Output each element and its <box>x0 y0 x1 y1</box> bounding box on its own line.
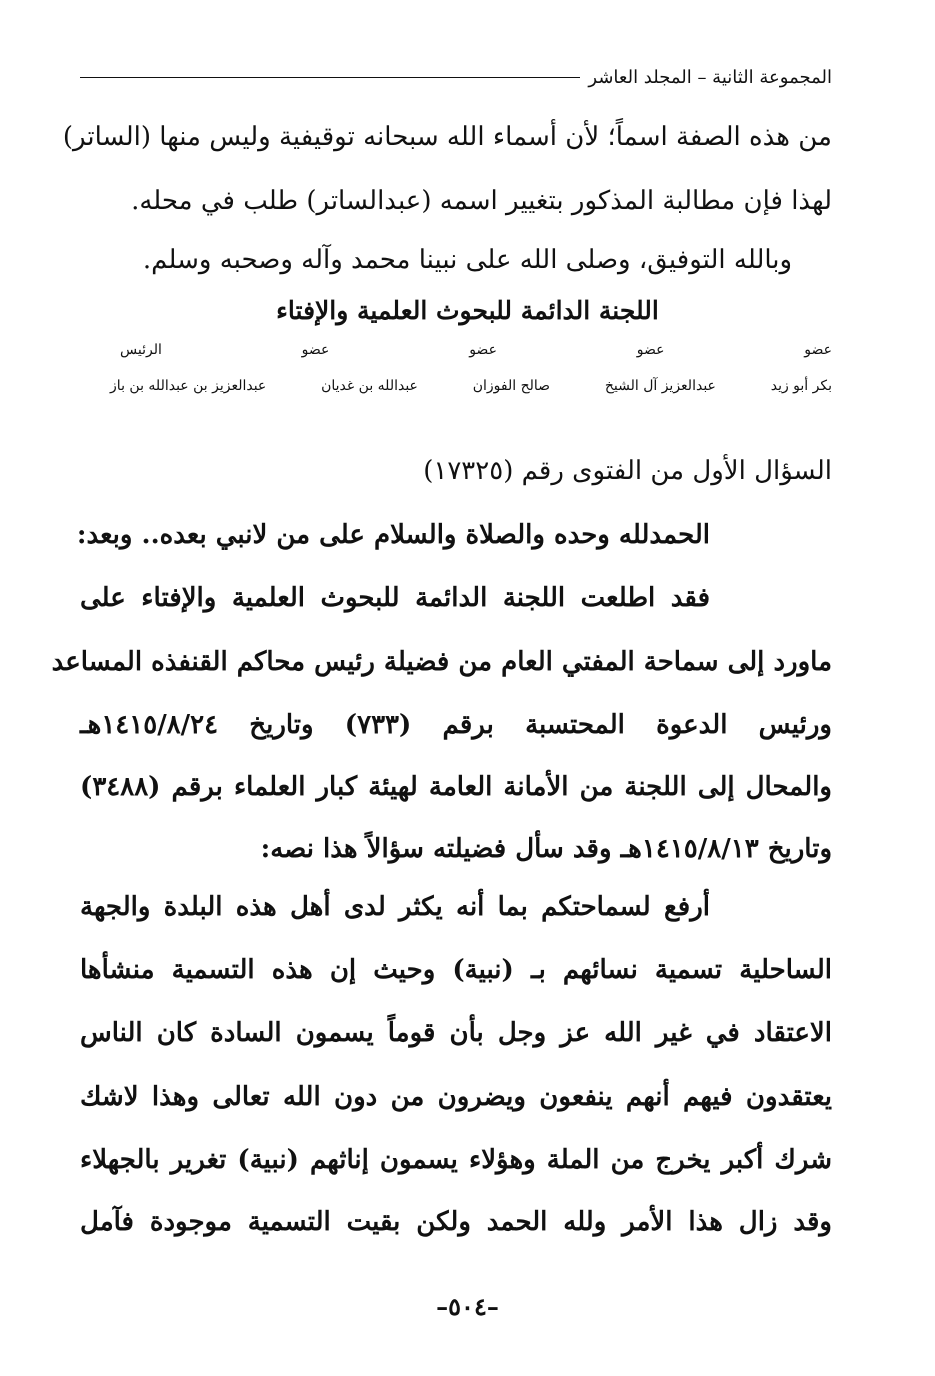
signatory-role: عضو <box>469 342 497 358</box>
text-line: ورئيس الدعوة المحتسبة برقم (٧٣٣) وتاريخ ١٤١٥/٨/٢٤هـ <box>80 710 832 740</box>
signatory-role: عضو <box>804 342 832 358</box>
text-line: وقد زال هذا الأمر ولله الحمد ولكن بقيت التسمية موجودة فآمل <box>80 1207 832 1237</box>
text-line: الساحلية تسمية نسائهم بـ (نبية) وحيث إن هذه التسمية منشأها <box>80 955 832 985</box>
text-line: والمحال إلى اللجنة من الأمانة العامة لهيئة كبار العلماء برقم (٣٤٨٨) <box>80 772 832 802</box>
text-line: ماورد إلى سماحة المفتي العام من فضيلة رئيس محاكم القنفذه المساعد <box>51 647 832 677</box>
text-line: وتاريخ ١٤١٥/٨/١٣هـ وقد سأل فضيلته سؤالاً هذا نصه: <box>260 834 832 864</box>
page-number: –٥٠٤– <box>436 1292 499 1321</box>
signatories-names <box>110 378 832 394</box>
text-line: لهذا فإن مطالبة المذكور بتغيير اسمه (عبدالساتر) طلب في محله. <box>131 186 832 216</box>
text-line: الاعتقاد في غير الله عز وجل بأن قوماً يسمون السادة كان الناس <box>80 1018 832 1048</box>
fatwa-heading: السؤال الأول من الفتوى رقم (١٧٣٢٥) <box>423 456 832 486</box>
running-header <box>80 62 832 92</box>
signatory-name: عبدالعزيز آل الشيخ <box>604 378 716 394</box>
signatory-role: الرئيس <box>120 342 162 358</box>
text-line: الحمدلله وحده والصلاة والسلام على من لانبي بعده.. وبعد: <box>76 520 710 550</box>
running-title: المجموعة الثانية – المجلد العاشر <box>588 66 832 88</box>
closing-line: وبالله التوفيق، وصلى الله على نبينا محمد وآله وصحبه وسلم. <box>142 245 793 275</box>
signatory-name: عبدالعزيز بن عبدالله بن باز <box>110 378 267 394</box>
text-line: فقد اطلعت اللجنة الدائمة للبحوث العلمية والإفتاء على <box>80 583 710 613</box>
text-line: شرك أكبر يخرج من الملة وهؤلاء يسمون إناثهم (نبية) تغرير بالجهلاء <box>80 1145 832 1175</box>
header-rule <box>80 77 580 78</box>
text-line: أرفع لسماحتكم بما أنه يكثر لدى أهل هذه البلدة والجهة <box>80 892 710 922</box>
signatory-role: عضو <box>301 342 330 358</box>
text-line: من هذه الصفة اسماً؛ لأن أسماء الله سبحانه توقيفية وليس منها (الساتر) <box>62 122 832 152</box>
signatories-roles <box>120 342 832 358</box>
signatory-name: صالح الفوزان <box>472 378 551 394</box>
committee-title: اللجنة الدائمة للبحوث العلمية والإفتاء <box>276 296 659 325</box>
signatory-name: عبدالله بن غديان <box>321 378 418 394</box>
signatory-role: عضو <box>636 342 665 358</box>
text-line: يعتقدون فيهم أنهم ينفعون ويضرون من دون الله تعالى وهذا لاشك <box>80 1082 832 1112</box>
signatory-name: بكر أبو زيد <box>770 378 832 394</box>
